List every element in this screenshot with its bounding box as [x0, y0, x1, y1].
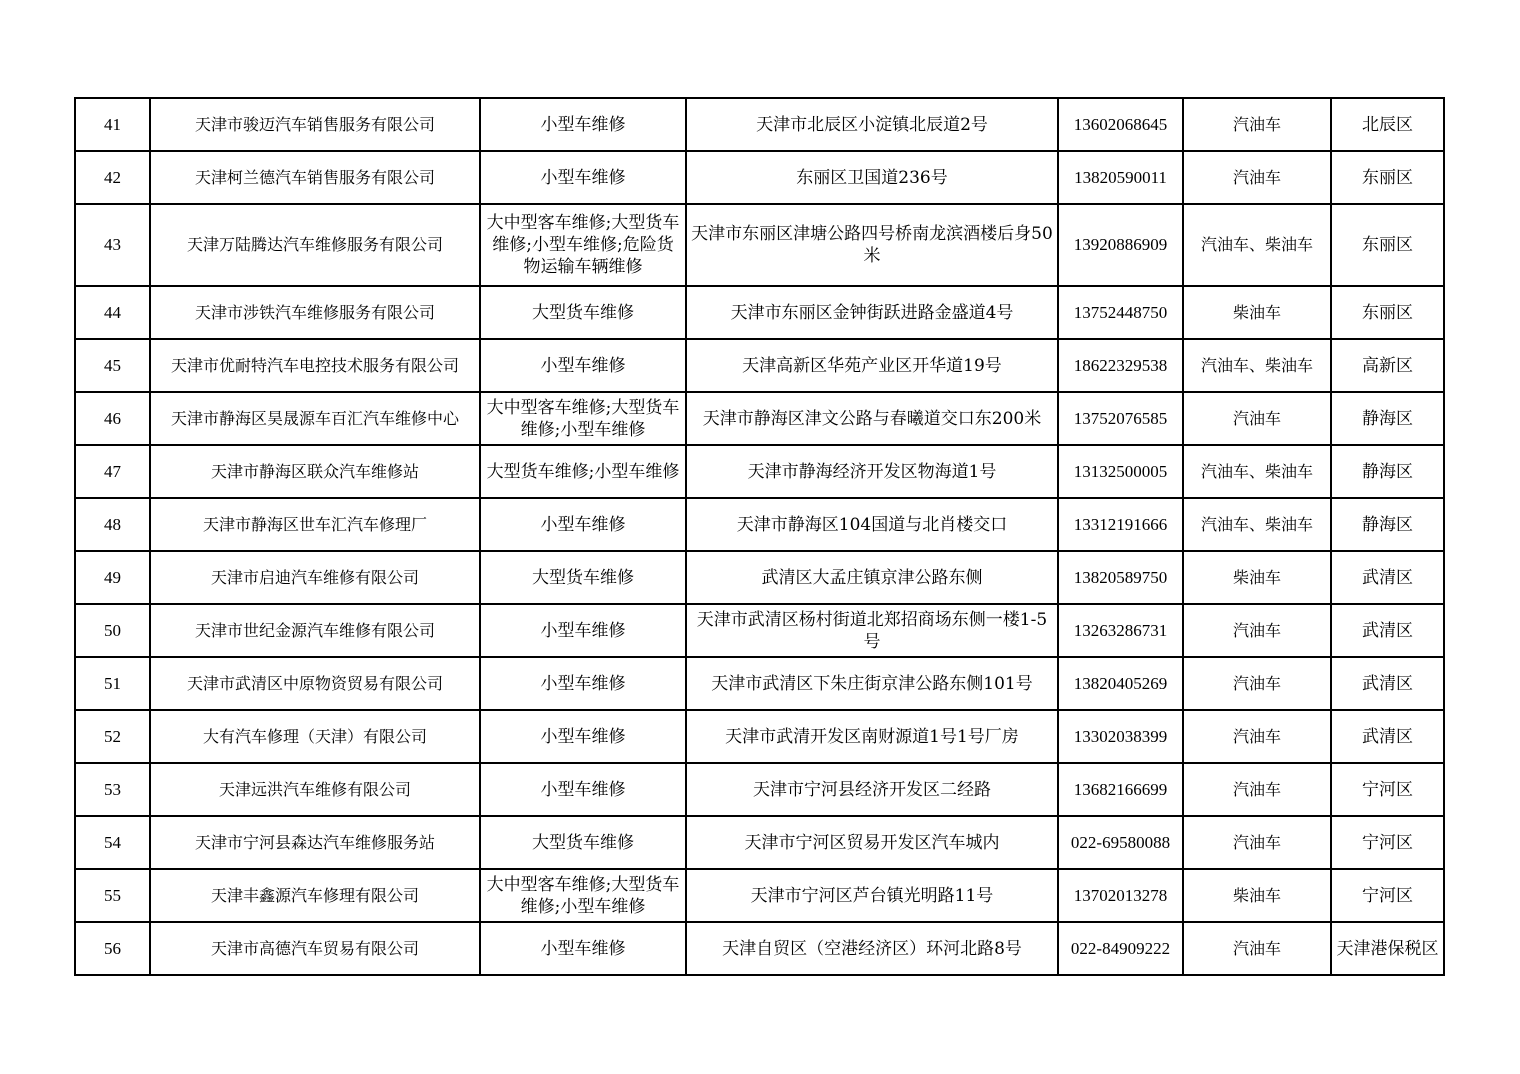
district-cell: 静海区 — [1331, 445, 1444, 498]
row-number-cell: 47 — [75, 445, 150, 498]
company-name-cell: 天津市骏迈汽车销售服务有限公司 — [150, 98, 480, 151]
repair-type-cell: 大型货车维修 — [480, 816, 686, 869]
repair-type-cell: 小型车维修 — [480, 151, 686, 204]
table-row — [75, 204, 1444, 286]
address-cell: 天津市宁河区芦台镇光明路11号 — [686, 869, 1058, 922]
company-name-cell: 天津柯兰德汽车销售服务有限公司 — [150, 151, 480, 204]
company-name-cell: 天津市优耐特汽车电控技术服务有限公司 — [150, 339, 480, 392]
fuel-type-cell: 汽油车 — [1183, 392, 1331, 445]
row-number-cell: 50 — [75, 604, 150, 657]
company-name-cell: 天津万陆腾达汽车维修服务有限公司 — [150, 204, 480, 286]
district-cell: 北辰区 — [1331, 98, 1444, 151]
fuel-type-cell: 柴油车 — [1183, 869, 1331, 922]
address-cell: 天津市宁河区贸易开发区汽车城内 — [686, 816, 1058, 869]
address-cell: 天津市武清区下朱庄街京津公路东侧101号 — [686, 657, 1058, 710]
repair-type-cell: 小型车维修 — [480, 498, 686, 551]
fuel-type-cell: 柴油车 — [1183, 286, 1331, 339]
address-cell: 武清区大孟庄镇京津公路东侧 — [686, 551, 1058, 604]
company-name-cell: 天津市武清区中原物资贸易有限公司 — [150, 657, 480, 710]
row-number-cell: 54 — [75, 816, 150, 869]
table-row — [75, 710, 1444, 763]
repair-type-cell: 大中型客车维修;大型货车维修;小型车维修;危险货物运输车辆维修 — [480, 204, 686, 286]
table-row — [75, 339, 1444, 392]
district-cell: 宁河区 — [1331, 816, 1444, 869]
repair-type-cell: 大型货车维修;小型车维修 — [480, 445, 686, 498]
fuel-type-cell: 汽油车 — [1183, 657, 1331, 710]
row-number-cell: 43 — [75, 204, 150, 286]
phone-cell: 13602068645 — [1058, 98, 1183, 151]
row-number-cell: 48 — [75, 498, 150, 551]
address-cell: 天津市北辰区小淀镇北辰道2号 — [686, 98, 1058, 151]
address-cell: 天津自贸区（空港经济区）环河北路8号 — [686, 922, 1058, 975]
company-name-cell: 天津丰鑫源汽车修理有限公司 — [150, 869, 480, 922]
phone-cell: 13682166699 — [1058, 763, 1183, 816]
phone-cell: 13263286731 — [1058, 604, 1183, 657]
district-cell: 武清区 — [1331, 551, 1444, 604]
table-row — [75, 498, 1444, 551]
fuel-type-cell: 汽油车、柴油车 — [1183, 445, 1331, 498]
repair-type-cell: 小型车维修 — [480, 763, 686, 816]
address-cell: 天津市宁河县经济开发区二经路 — [686, 763, 1058, 816]
repair-type-cell: 大中型客车维修;大型货车维修;小型车维修 — [480, 392, 686, 445]
phone-cell: 022-69580088 — [1058, 816, 1183, 869]
row-number-cell: 41 — [75, 98, 150, 151]
phone-cell: 13312191666 — [1058, 498, 1183, 551]
fuel-type-cell: 汽油车、柴油车 — [1183, 204, 1331, 286]
row-number-cell: 46 — [75, 392, 150, 445]
district-cell: 静海区 — [1331, 498, 1444, 551]
repair-type-cell: 小型车维修 — [480, 339, 686, 392]
row-number-cell: 42 — [75, 151, 150, 204]
repair-type-cell: 小型车维修 — [480, 604, 686, 657]
address-cell: 天津市武清区杨村街道北郑招商场东侧一楼1-5号 — [686, 604, 1058, 657]
company-name-cell: 大有汽车修理（天津）有限公司 — [150, 710, 480, 763]
row-number-cell: 49 — [75, 551, 150, 604]
company-name-cell: 天津市静海区联众汽车维修站 — [150, 445, 480, 498]
phone-cell: 13820405269 — [1058, 657, 1183, 710]
phone-cell: 13702013278 — [1058, 869, 1183, 922]
table-body — [75, 98, 1444, 975]
address-cell: 天津高新区华苑产业区开华道19号 — [686, 339, 1058, 392]
phone-cell: 022-84909222 — [1058, 922, 1183, 975]
address-cell: 天津市东丽区金钟街跃进路金盛道4号 — [686, 286, 1058, 339]
district-cell: 宁河区 — [1331, 763, 1444, 816]
row-number-cell: 52 — [75, 710, 150, 763]
fuel-type-cell: 汽油车、柴油车 — [1183, 339, 1331, 392]
table-row — [75, 604, 1444, 657]
district-cell: 天津港保税区 — [1331, 922, 1444, 975]
company-name-cell: 天津市高德汽车贸易有限公司 — [150, 922, 480, 975]
address-cell: 天津市静海区104国道与北肖楼交口 — [686, 498, 1058, 551]
fuel-type-cell: 汽油车 — [1183, 710, 1331, 763]
repair-type-cell: 大型货车维修 — [480, 286, 686, 339]
company-name-cell: 天津市涉铁汽车维修服务有限公司 — [150, 286, 480, 339]
table-row — [75, 98, 1444, 151]
district-cell: 武清区 — [1331, 710, 1444, 763]
phone-cell: 18622329538 — [1058, 339, 1183, 392]
fuel-type-cell: 柴油车 — [1183, 551, 1331, 604]
repair-type-cell: 小型车维修 — [480, 922, 686, 975]
phone-cell: 13820589750 — [1058, 551, 1183, 604]
address-cell: 天津市东丽区津塘公路四号桥南龙滨酒楼后身50米 — [686, 204, 1058, 286]
phone-cell: 13752076585 — [1058, 392, 1183, 445]
district-cell: 东丽区 — [1331, 204, 1444, 286]
district-cell: 武清区 — [1331, 604, 1444, 657]
row-number-cell: 51 — [75, 657, 150, 710]
table-row — [75, 445, 1444, 498]
repair-type-cell: 小型车维修 — [480, 657, 686, 710]
fuel-type-cell: 汽油车 — [1183, 604, 1331, 657]
company-name-cell: 天津远洪汽车维修有限公司 — [150, 763, 480, 816]
district-cell: 东丽区 — [1331, 151, 1444, 204]
district-cell: 武清区 — [1331, 657, 1444, 710]
fuel-type-cell: 汽油车 — [1183, 151, 1331, 204]
table-row — [75, 816, 1444, 869]
fuel-type-cell: 汽油车 — [1183, 922, 1331, 975]
company-name-cell: 天津市静海区世车汇汽车修理厂 — [150, 498, 480, 551]
company-name-cell: 天津市静海区昊晟源车百汇汽车维修中心 — [150, 392, 480, 445]
phone-cell: 13752448750 — [1058, 286, 1183, 339]
repair-shop-table — [74, 97, 1445, 976]
district-cell: 宁河区 — [1331, 869, 1444, 922]
row-number-cell: 44 — [75, 286, 150, 339]
district-cell: 高新区 — [1331, 339, 1444, 392]
table-row — [75, 922, 1444, 975]
address-cell: 天津市静海区津文公路与春曦道交口东200米 — [686, 392, 1058, 445]
phone-cell: 13132500005 — [1058, 445, 1183, 498]
fuel-type-cell: 汽油车 — [1183, 98, 1331, 151]
table-row — [75, 151, 1444, 204]
repair-type-cell: 大中型客车维修;大型货车维修;小型车维修 — [480, 869, 686, 922]
table-row — [75, 869, 1444, 922]
table-row — [75, 657, 1444, 710]
row-number-cell: 53 — [75, 763, 150, 816]
table-row — [75, 551, 1444, 604]
fuel-type-cell: 汽油车 — [1183, 816, 1331, 869]
fuel-type-cell: 汽油车、柴油车 — [1183, 498, 1331, 551]
company-name-cell: 天津市宁河县森达汽车维修服务站 — [150, 816, 480, 869]
fuel-type-cell: 汽油车 — [1183, 763, 1331, 816]
phone-cell: 13920886909 — [1058, 204, 1183, 286]
repair-type-cell: 大型货车维修 — [480, 551, 686, 604]
phone-cell: 13302038399 — [1058, 710, 1183, 763]
address-cell: 天津市静海经济开发区物海道1号 — [686, 445, 1058, 498]
phone-cell: 13820590011 — [1058, 151, 1183, 204]
table-row — [75, 763, 1444, 816]
repair-type-cell: 小型车维修 — [480, 710, 686, 763]
table-row — [75, 392, 1444, 445]
company-name-cell: 天津市世纪金源汽车维修有限公司 — [150, 604, 480, 657]
row-number-cell: 45 — [75, 339, 150, 392]
table-row — [75, 286, 1444, 339]
district-cell: 东丽区 — [1331, 286, 1444, 339]
row-number-cell: 55 — [75, 869, 150, 922]
row-number-cell: 56 — [75, 922, 150, 975]
address-cell: 天津市武清开发区南财源道1号1号厂房 — [686, 710, 1058, 763]
district-cell: 静海区 — [1331, 392, 1444, 445]
address-cell: 东丽区卫国道236号 — [686, 151, 1058, 204]
company-name-cell: 天津市启迪汽车维修有限公司 — [150, 551, 480, 604]
repair-type-cell: 小型车维修 — [480, 98, 686, 151]
